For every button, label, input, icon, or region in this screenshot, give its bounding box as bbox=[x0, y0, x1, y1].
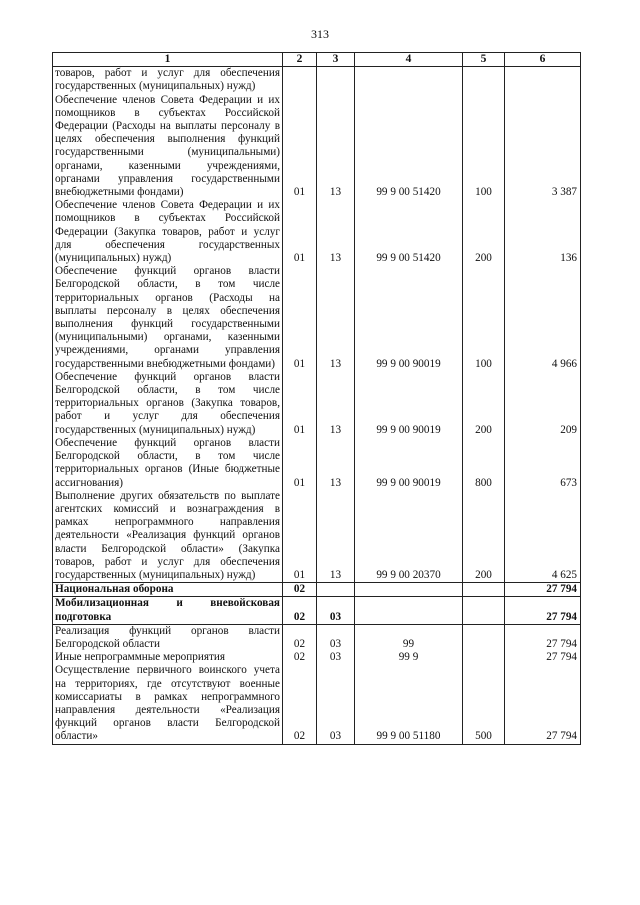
table-body bbox=[53, 67, 581, 744]
row-description: Обеспечение членов Совета Федерации и их помощников в субъектах Российской Федерации (Закупка товаров, работ и услуг для обеспечения государственных (муниципальных) нужд) bbox=[53, 199, 283, 265]
row-section: 02 bbox=[283, 651, 317, 664]
row-description: Обеспечение членов Совета Федерации и их помощников в субъектах Российской Федерации (Расходы на выплаты персоналу в целях обеспечения выполнения функций государственными (муниципальными) органами, казенными учреждениями, органами управления государственными внебюджетными фондами) bbox=[53, 94, 283, 200]
row-target-article bbox=[355, 597, 463, 624]
row-amount: 27 794 bbox=[505, 624, 581, 651]
row-description: товаров, работ и услуг для обеспечения государственных (муниципальных) нужд) bbox=[53, 67, 283, 94]
table-row bbox=[53, 664, 581, 744]
row-section: 01 bbox=[283, 94, 317, 200]
row-section: 01 bbox=[283, 437, 317, 490]
table-row bbox=[53, 651, 581, 664]
row-amount: 3 387 bbox=[505, 94, 581, 200]
row-subsection: 13 bbox=[317, 371, 355, 437]
row-expense-type: 500 bbox=[463, 664, 505, 744]
row-section: 01 bbox=[283, 371, 317, 437]
row-section: 02 bbox=[283, 664, 317, 744]
row-amount: 673 bbox=[505, 437, 581, 490]
row-expense-type bbox=[463, 651, 505, 664]
header-col-2: 2 bbox=[283, 53, 317, 67]
table-row bbox=[53, 199, 581, 265]
row-amount: 136 bbox=[505, 199, 581, 265]
row-amount: 27 794 bbox=[505, 664, 581, 744]
row-description: Обеспечение функций органов власти Белгородской области, в том числе территориальных органов (Закупка товаров, работ и услуг для обеспечения государственных (муниципальных) нужд) bbox=[53, 371, 283, 437]
row-section: 02 bbox=[283, 597, 317, 624]
header-col-6: 6 bbox=[505, 53, 581, 67]
row-expense-type bbox=[463, 624, 505, 651]
table-row bbox=[53, 94, 581, 200]
row-subsection bbox=[317, 583, 355, 597]
row-amount: 209 bbox=[505, 371, 581, 437]
row-subsection: 13 bbox=[317, 437, 355, 490]
row-amount: 27 794 bbox=[505, 597, 581, 624]
row-description: Выполнение других обязательств по выплате агентских комиссий и вознаграждения в рамках непрограммного направления деятельности «Реализация функций органов власти Белгородской области» (Закупка товаров, работ и услуг для обеспечения государственных (муниципальных) нужд) bbox=[53, 490, 283, 583]
row-description: Реализация функций органов власти Белгородской области bbox=[53, 624, 283, 651]
row-target-article: 99 9 00 90019 bbox=[355, 437, 463, 490]
table-row bbox=[53, 67, 581, 94]
row-subsection bbox=[317, 67, 355, 94]
header-col-3: 3 bbox=[317, 53, 355, 67]
header-col-5: 5 bbox=[463, 53, 505, 67]
row-section: 01 bbox=[283, 265, 317, 371]
budget-table bbox=[52, 52, 581, 745]
row-section: 01 bbox=[283, 490, 317, 583]
row-target-article: 99 9 00 51420 bbox=[355, 94, 463, 200]
row-description: Обеспечение функций органов власти Белгородской области, в том числе территориальных органов (Расходы на выплаты персоналу в целях обеспечения выполнения функций государственными (муниципальными) органами, казенными учреждениями, органами управления государственными внебюджетными фондами) bbox=[53, 265, 283, 371]
row-description: Иные непрограммные мероприятия bbox=[53, 651, 283, 664]
row-subsection: 03 bbox=[317, 624, 355, 651]
row-target-article: 99 9 00 90019 bbox=[355, 265, 463, 371]
header-col-1: 1 bbox=[53, 53, 283, 67]
row-subsection: 13 bbox=[317, 199, 355, 265]
row-subsection: 03 bbox=[317, 651, 355, 664]
row-description: Национальная оборона bbox=[53, 583, 283, 597]
budget-table-container bbox=[52, 52, 580, 745]
row-target-article: 99 bbox=[355, 624, 463, 651]
row-target-article: 99 9 00 90019 bbox=[355, 371, 463, 437]
row-target-article: 99 9 00 51420 bbox=[355, 199, 463, 265]
row-subsection: 13 bbox=[317, 490, 355, 583]
row-expense-type: 200 bbox=[463, 490, 505, 583]
row-expense-type bbox=[463, 597, 505, 624]
row-target-article bbox=[355, 583, 463, 597]
header-row bbox=[53, 53, 581, 67]
row-expense-type: 800 bbox=[463, 437, 505, 490]
row-amount bbox=[505, 67, 581, 94]
table-row bbox=[53, 371, 581, 437]
row-section: 01 bbox=[283, 199, 317, 265]
row-section: 02 bbox=[283, 583, 317, 597]
row-section bbox=[283, 67, 317, 94]
row-expense-type: 200 bbox=[463, 371, 505, 437]
table-row bbox=[53, 437, 581, 490]
row-target-article bbox=[355, 67, 463, 94]
row-amount: 27 794 bbox=[505, 651, 581, 664]
row-section: 02 bbox=[283, 624, 317, 651]
row-target-article: 99 9 bbox=[355, 651, 463, 664]
row-description: Осуществление первичного воинского учета на территориях, где отсутствуют военные комиссариаты в рамках непрограммного направления деятельности «Реализация функций органов власти Белгородской области» bbox=[53, 664, 283, 744]
row-subsection: 13 bbox=[317, 265, 355, 371]
table-row bbox=[53, 583, 581, 597]
table-row bbox=[53, 490, 581, 583]
table-row bbox=[53, 624, 581, 651]
row-expense-type: 100 bbox=[463, 265, 505, 371]
row-expense-type bbox=[463, 67, 505, 94]
table-row bbox=[53, 597, 581, 624]
row-description: Мобилизационная и вневойсковая подготовка bbox=[53, 597, 283, 624]
row-amount: 4 625 bbox=[505, 490, 581, 583]
row-subsection: 03 bbox=[317, 664, 355, 744]
row-expense-type: 200 bbox=[463, 199, 505, 265]
row-subsection: 03 bbox=[317, 597, 355, 624]
table-row bbox=[53, 265, 581, 371]
row-subsection: 13 bbox=[317, 94, 355, 200]
header-col-4: 4 bbox=[355, 53, 463, 67]
row-description: Обеспечение функций органов власти Белгородской области, в том числе территориальных органов (Иные бюджетные ассигнования) bbox=[53, 437, 283, 490]
row-expense-type bbox=[463, 583, 505, 597]
page-number: 313 bbox=[311, 27, 329, 41]
row-expense-type: 100 bbox=[463, 94, 505, 200]
row-amount: 27 794 bbox=[505, 583, 581, 597]
row-amount: 4 966 bbox=[505, 265, 581, 371]
row-target-article: 99 9 00 51180 bbox=[355, 664, 463, 744]
row-target-article: 99 9 00 20370 bbox=[355, 490, 463, 583]
